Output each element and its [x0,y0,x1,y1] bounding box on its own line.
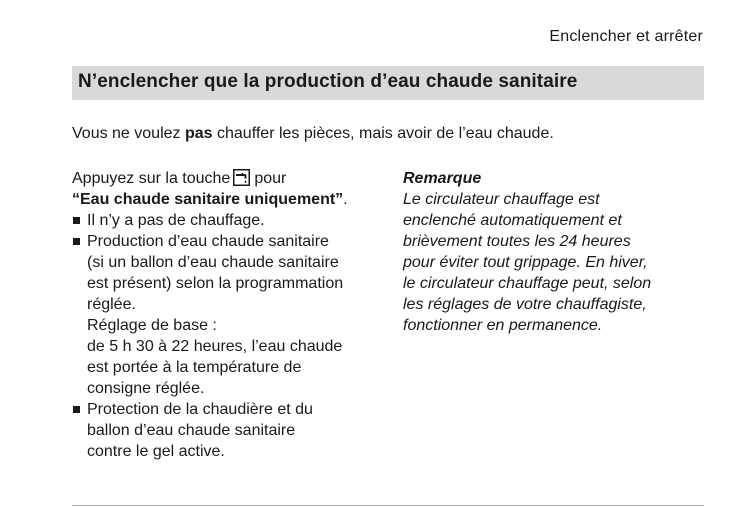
remark-column [403,168,703,336]
bullet-line: est portée à la température de [87,359,302,376]
remark-line: fonctionner en permanence. [403,317,603,334]
section-heading-band [72,66,704,100]
section-title: N’enclencher que la production d’eau chaude sanitaire [78,71,578,92]
mode-label-line [72,189,392,210]
bullet-item-no-heating [72,210,392,231]
remark-title: Remarque [403,170,482,187]
remark-line: Le circulateur chauffage est [403,191,600,208]
bullet-line: est présent) selon la programmation [87,275,344,292]
intro-text-before: Vous ne voulez [72,125,185,142]
square-bullet-icon [73,217,80,224]
remark-line: pour éviter tout grippage. En hiver, [403,254,648,271]
remark-line: les réglages de votre chauffagiste, [403,296,647,313]
bullet-line: contre le gel active. [87,443,225,460]
mode-label: “Eau chaude sanitaire uniquement” [72,191,344,208]
bullet-line: Production d’eau chaude sanitaire [87,233,329,250]
square-bullet-icon [73,238,80,245]
remark-line: brièvement toutes les 24 heures [403,233,631,250]
bullet-line: Protection de la chaudière et du [87,401,313,418]
bullet-line: réglée. [87,296,136,313]
bullet-line: ballon d’eau chaude sanitaire [87,422,296,439]
bullet-line: de 5 h 30 à 22 heures, l’eau chaude [87,338,343,355]
bullet-item-frost-protection [72,399,392,462]
bullet-line: Réglage de base : [87,317,217,334]
intro-emphasis: pas [184,125,213,142]
bottom-divider [72,505,704,506]
remark-line: le circulateur chauffage peut, selon [403,275,652,292]
mode-label-dot: . [343,191,348,208]
intro-text-after: chauffer les pièces, mais avoir de l’eau chaude. [212,125,554,142]
bullet-line: (si un ballon d’eau chaude sanitaire [87,254,339,271]
square-bullet-icon [73,406,80,413]
hot-water-tap-key-icon [233,169,250,186]
press-key-line [72,168,392,189]
bullet-item-hot-water-production [72,231,392,399]
chapter-title: Enclencher et arrêter [549,28,703,45]
intro-paragraph [72,125,554,143]
press-text-after: pour [254,170,287,187]
press-text-before: Appuyez sur la touche [72,170,231,187]
remark-line: enclenché automatiquement et [403,212,622,229]
bullet-line: consigne réglée. [87,380,205,397]
bullet-line: Il n’y a pas de chauffage. [87,212,265,229]
instructions-column [72,168,392,462]
